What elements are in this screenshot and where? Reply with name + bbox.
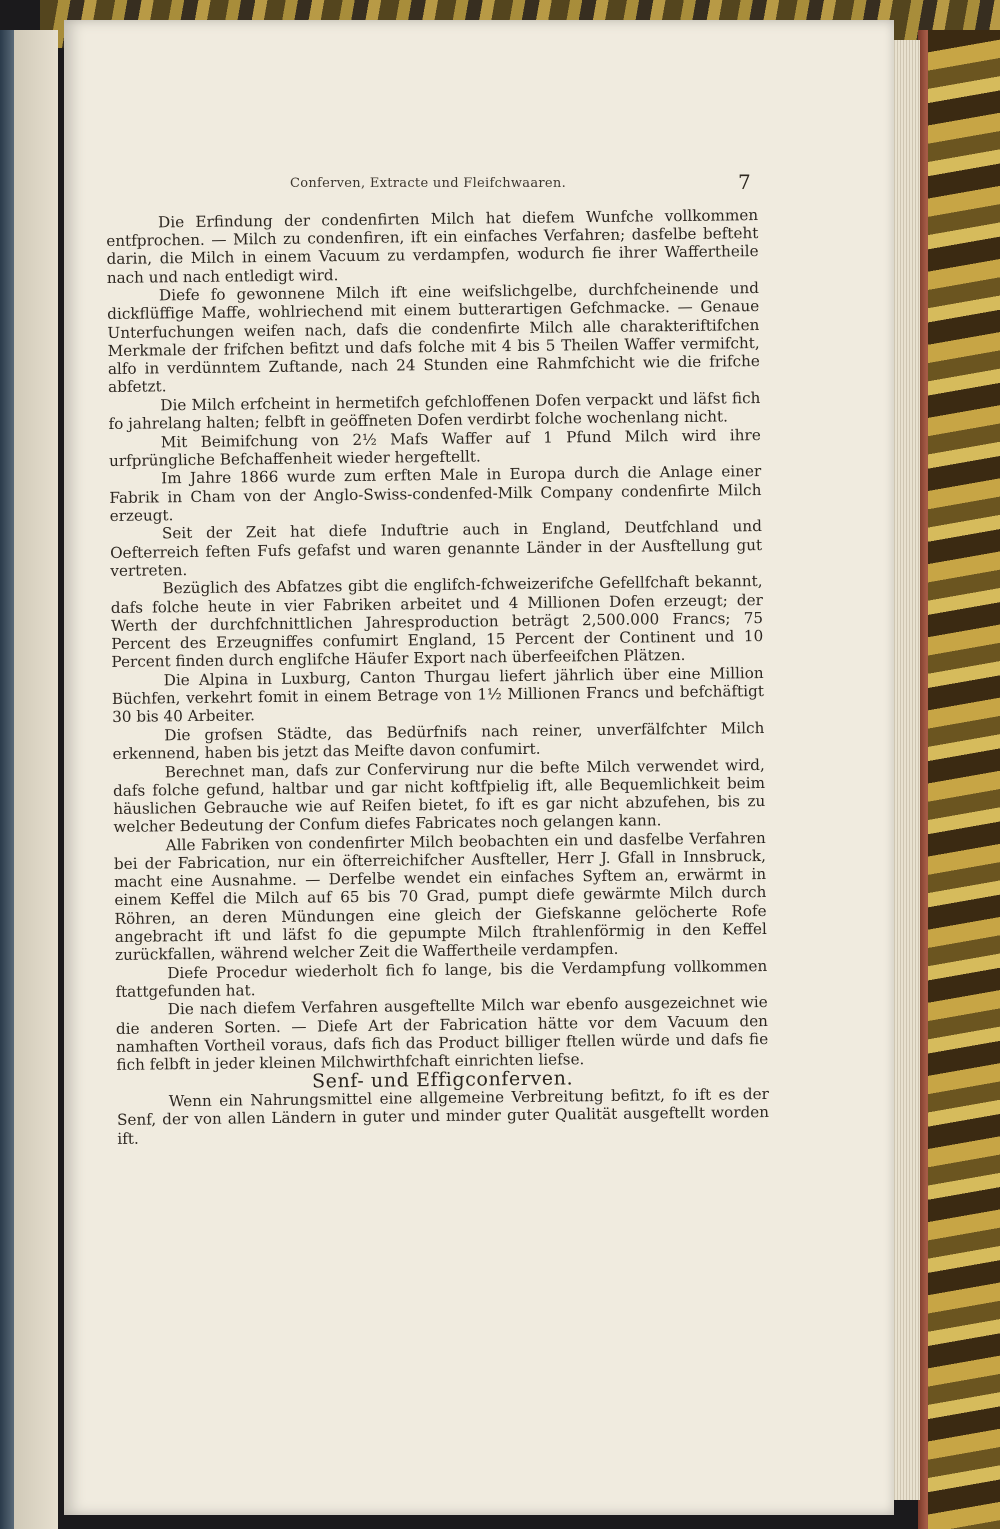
paragraph: Die Milch erfcheint in hermetifch gefchloffenen Dofen verpackt und läfst fich fo jahrelang halten; felbft in geöffneten Dofen verdirbt folche wochenlang nicht. <box>108 388 761 433</box>
marbled-cover-right <box>928 30 1000 1529</box>
page-number: 7 <box>738 170 751 194</box>
paragraph: Diefe Procedur wiederholt fich fo lange, bis die Verdampfung vollkommen ftattgefunden hat. <box>115 956 768 1001</box>
body-text <box>106 206 769 1148</box>
paragraph: Diefe fo gewonnene Milch ift eine weifslichgelbe, durchfcheinende und dickflüffige Maffe, wohlriechend mit einem butterartigen Gefchmacke. — Genaue Unterfuchungen weifen nach, dafs die condenfirte Milch alle charakteriftifchen Merkmale der frifchen befitzt und dafs folche mit 4 bis 5 Theilen Waffer vermifcht, alfo in verdünntem Zuftande, nach 24 Stunden eine Rahmfchicht wie die frifche abfetzt. <box>107 279 760 397</box>
running-header: Conferven, Extracte und Fleifchwaaren. <box>290 176 567 191</box>
section-title: Senf- und Effigconferven. <box>311 1066 574 1093</box>
paragraph: Berechnet man, dafs zur Confervirung nur die befte Milch verwendet wird, dafs folche gefund, haltbar und gar nicht koftfpielig ift, alle Bequemlichkeit beim häuslichen Gebrauche wie auf Reifen bietet, fo ift es gar nicht abzufehen, bis zu welcher Bedeutung der Confum diefes Fabricates noch gelangen kann. <box>112 755 766 837</box>
paragraph: Die grofsen Städte, das Bedürfnifs nach reiner, unverfälfchter Milch erkennend, haben bis jetzt das Meifte davon confumirt. <box>112 718 765 763</box>
paragraph: Mit Beimifchung von 2½ Mafs Waffer auf 1 Pfund Milch wird ihre urfprüngliche Befchaffenheit wieder hergeftellt. <box>108 425 761 470</box>
paragraph: Im Jahre 1866 wurde zum erften Male in Europa durch die Anlage einer Fabrik in Cham von der Anglo-Swiss-condenfed-Milk Company condenfirte Milch erzeugt. <box>109 462 762 525</box>
paragraph: Seit der Zeit hat diefe Induftrie auch in England, Deutfchland und Oefterreich feften Fufs gefafst und waren genannte Länder in der Ausftellung gut vertreten. <box>110 517 763 580</box>
paragraph: Die nach diefem Verfahren ausgeftellte Milch war ebenfo ausgezeichnet wie die anderen Sorten. — Diefe Art der Fabrication hätte vor dem Vacuum den namhaften Vortheil voraus, dafs fich das Product billiger ftellen würde und dafs fie fich felbft in jeder kleinen Milchwirthfchaft einrichten liefse. <box>115 993 769 1074</box>
left-cover-edge <box>0 30 14 1529</box>
paragraph: Wenn ein Nahrungsmittel eine allgemeine Verbreitung befitzt, fo ift es der Senf, der von allen Ländern in guter und minder guter Qualität ausgeftellt worden ift. <box>116 1085 770 1148</box>
paragraph: Die Erfindung der condenfirten Milch hat diefem Wunfche vollkommen entfprochen. — Milch zu condenfiren, ift ein einfaches Verfahren; dasfelbe befteht darin, die Milch in einem Vacuum zu verdampfen, wodurch fie ihrer Waffertheile nach und nach entledigt wird. <box>106 206 759 287</box>
paragraph: Alle Fabriken von condenfirter Milch beobachten ein und dasfelbe Verfahren bei der Fabrication, nur ein öfterreichifcher Ausfteller, Herr J. Gfall in Innsbruck, macht eine Ausnahme. — Derfelbe wendet ein einfaches Syftem an, erwärmt in einem Keffel die Milch auf 65 bis 70 Grad, pumpt diefe gewärmte Milch durch Röhren, an deren Mündungen eine gleich der Giefskanne gelöcherte Rofe angebracht ift und läfst fo die gepumpte Milch ftrahlenförmig in den Keffel zurückfallen, während welcher Zeit die Waffertheile verdampfen. <box>113 828 767 964</box>
paragraph: Die Alpina in Luxburg, Canton Thurgau liefert jährlich über eine Million Büchfen, verkehrt fomit in einem Betrage von 1½ Millionen Francs und befchäftigt 30 bis 40 Arbeiter. <box>111 663 764 727</box>
paragraph: Bezüglich des Abfatzes gibt die englifch-fchweizerifche Gefellfchaft bekannt, dafs folche heute in vier Fabriken arbeitet und 4 Millionen Dofen erzeugt; der Werth der durchfchnittlichen Jahresproduction beträgt 2,500.000 Francs; 75 Percent des Erzeugniffes confumirt England, 15 Percent der Continent und 10 Percent finden durch englifche Häufer Export nach überfeeifchen Plätzen. <box>110 572 764 672</box>
